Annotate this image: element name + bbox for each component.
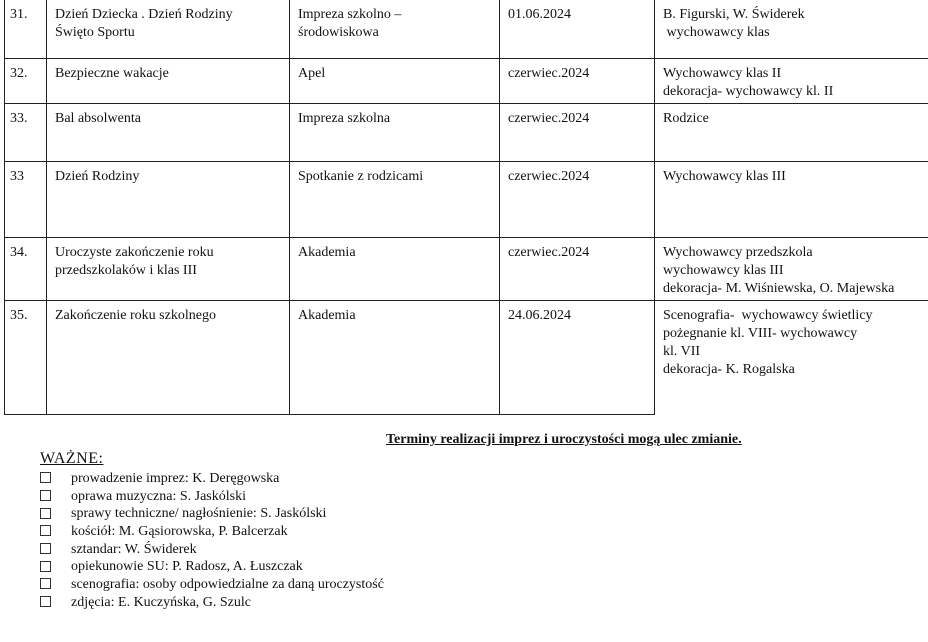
event-name: Zakończenie roku szkolnego [47, 300, 290, 414]
event-date: czerwiec.2024 [500, 103, 655, 161]
event-date: 24.06.2024 [500, 300, 655, 414]
event-name: Bezpieczne wakacje [47, 58, 290, 103]
event-form: Akademia [290, 300, 500, 414]
table-row [5, 161, 928, 237]
event-form: Akademia [290, 237, 500, 300]
checkbox-square-icon [40, 596, 51, 607]
event-date: czerwiec.2024 [500, 237, 655, 300]
event-form: Apel [290, 58, 500, 103]
checkbox-square-icon [40, 578, 51, 589]
list-item: scenografia: osoby odpowiedzialne za daną uroczystość [40, 576, 384, 594]
event-form: Spotkanie z rodzicami [290, 161, 500, 237]
events-table [4, 0, 928, 415]
checkbox-square-icon [40, 525, 51, 536]
checkbox-square-icon [40, 490, 51, 501]
event-date: czerwiec.2024 [500, 58, 655, 103]
event-form: Impreza szkolno – środowiskowa [290, 0, 500, 58]
event-responsible: Wychowawcy klas III [655, 161, 928, 237]
event-name: Bal absolwenta [47, 103, 290, 161]
responsibilities-list [40, 470, 384, 612]
event-responsible: Scenografia- wychowawcy świetlicy pożegnanie kl. VIII- wychowawcy kl. VII dekoracja- K. Rogalska [655, 300, 928, 414]
row-number: 33. [5, 103, 47, 161]
table-row [5, 58, 928, 103]
list-item: zdjęcia: E. Kuczyńska, G. Szulc [40, 594, 384, 612]
row-number: 34. [5, 237, 47, 300]
table-row [5, 103, 928, 161]
event-responsible: B. Figurski, W. Świderek wychowawcy klas [655, 0, 928, 58]
event-date: 01.06.2024 [500, 0, 655, 58]
event-name: Dzień Rodziny [47, 161, 290, 237]
checkbox-square-icon [40, 561, 51, 572]
list-item: prowadzenie imprez: K. Deręgowska [40, 470, 384, 488]
list-item: sprawy techniczne/ nagłośnienie: S. Jaskólski [40, 505, 384, 523]
event-name: Dzień Dziecka . Dzień Rodziny Święto Sportu [47, 0, 290, 58]
checkbox-square-icon [40, 508, 51, 519]
table-row [5, 0, 928, 58]
table-row [5, 237, 928, 300]
event-form: Impreza szkolna [290, 103, 500, 161]
row-number: 32. [5, 58, 47, 103]
list-item: kościół: M. Gąsiorowska, P. Balcerzak [40, 523, 384, 541]
event-responsible: Wychowawcy klas II dekoracja- wychowawcy kl. II [655, 58, 928, 103]
list-item: oprawa muzyczna: S. Jaskólski [40, 488, 384, 506]
event-name: Uroczyste zakończenie roku przedszkolaków i klas III [47, 237, 290, 300]
row-number: 31. [5, 0, 47, 58]
list-item: opiekunowie SU: P. Radosz, A. Łuszczak [40, 558, 384, 576]
list-item: sztandar: W. Świderek [40, 541, 384, 559]
checkbox-square-icon [40, 543, 51, 554]
event-date: czerwiec.2024 [500, 161, 655, 237]
checkbox-square-icon [40, 472, 51, 483]
row-number: 35. [5, 300, 47, 414]
table-row [5, 300, 928, 414]
schedule-change-note: Terminy realizacji imprez i uroczystości mogą ulec zmianie. [386, 432, 742, 447]
important-heading: WAŻNE: [40, 450, 104, 467]
event-responsible: Wychowawcy przedszkola wychowawcy klas III dekoracja- M. Wiśniewska, O. Majewska [655, 237, 928, 300]
row-number: 33 [5, 161, 47, 237]
event-responsible: Rodzice [655, 103, 928, 161]
